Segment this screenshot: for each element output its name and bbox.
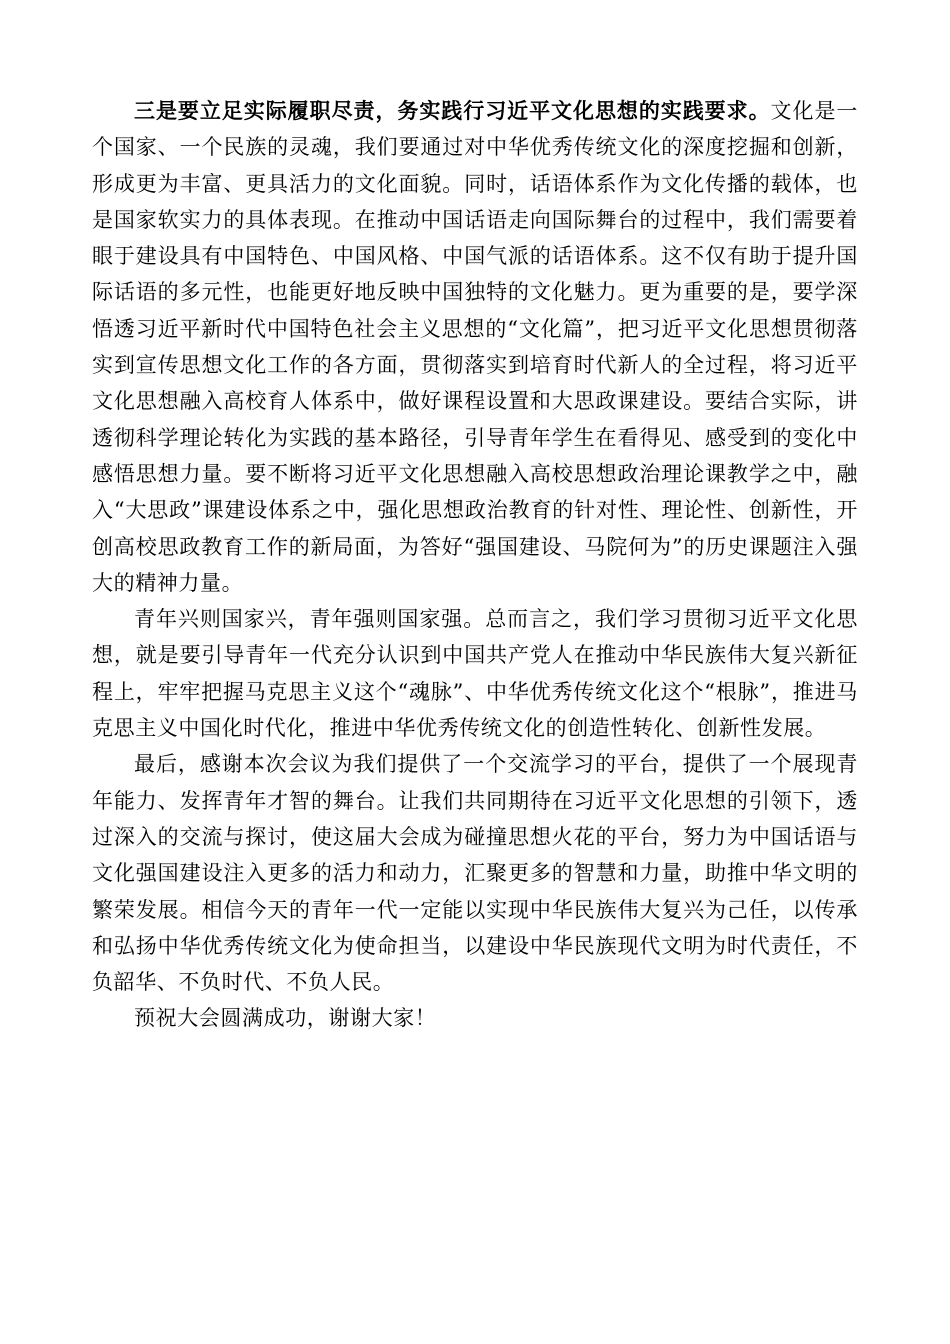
paragraph-lead-heading: 三是要立足实际履职尽责，务实践行习近平文化思想的实践要求。	[134, 98, 771, 123]
paragraph-final-wish: 预祝大会圆满成功，谢谢大家！	[134, 1006, 437, 1031]
paragraph-practice-requirements	[92, 93, 858, 601]
paragraph-closing-thanks: 最后，感谢本次会议为我们提供了一个交流学习的平台，提供了一个展现青年能力、发挥青年才智的舞台。让我们共同期待在习近平文化思想的引领下，透过深入的交流与探讨，使这届大会成为碰撞思想火花的平台，努力为中国话语与文化强国建设注入更多的活力和动力，汇聚更多的智慧和力量，助推中华文明的繁荣发展。相信今天的青年一代一定能以实现中华民族伟大复兴为己任，以传承和弘扬中华优秀传统文化为使命担当，以建设中华民族现代文明为时代责任，不负韶华、不负时代、不负人民。	[92, 752, 858, 995]
paragraph-body-text: 文化是一个国家、一个民族的灵魂，我们要通过对中华优秀传统文化的深度挖掘和创新，形成更为丰富、更具活力的文化面貌。同时，话语体系作为文化传播的载体，也是国家软实力的具体表现。在推动中国话语走向国际舞台的过程中，我们需要着眼于建设具有中国特色、中国风格、中国气派的话语体系。这不仅有助于提升国际话语的多元性，也能更好地反映中国独特的文化魅力。更为重要的是，要学深悟透习近平新时代中国特色社会主义思想的“文化篇”，把习近平文化思想贯彻落实到宣传思想文化工作的各方面，贯彻落实到培育时代新人的全过程，将习近平文化思想融入高校育人体系中，做好课程设置和大思政课建设。要结合实际，讲透彻科学理论转化为实践的基本路径，引导青年学生在看得见、感受到的变化中感悟思想力量。要不断将习近平文化思想融入高校思想政治理论课教学之中，融入“大思政”课建设体系之中，强化思想政治教育的针对性、理论性、创新性，开创高校思政教育工作的新局面，为答好“强国建设、马院何为”的历史课题注入强大的精神力量。	[92, 99, 858, 595]
paragraph-youth: 青年兴则国家兴，青年强则国家强。总而言之，我们学习贯彻习近平文化思想，就是要引导青年一代充分认识到中国共产党人在推动中华民族伟大复兴新征程上，牢牢把握马克思主义这个“魂脉”、中华优秀传统文化这个“根脉”，推进马克思主义中国化时代化，推进中华优秀传统文化的创造性转化、创新性发展。	[92, 607, 858, 741]
document-page	[92, 93, 858, 1037]
